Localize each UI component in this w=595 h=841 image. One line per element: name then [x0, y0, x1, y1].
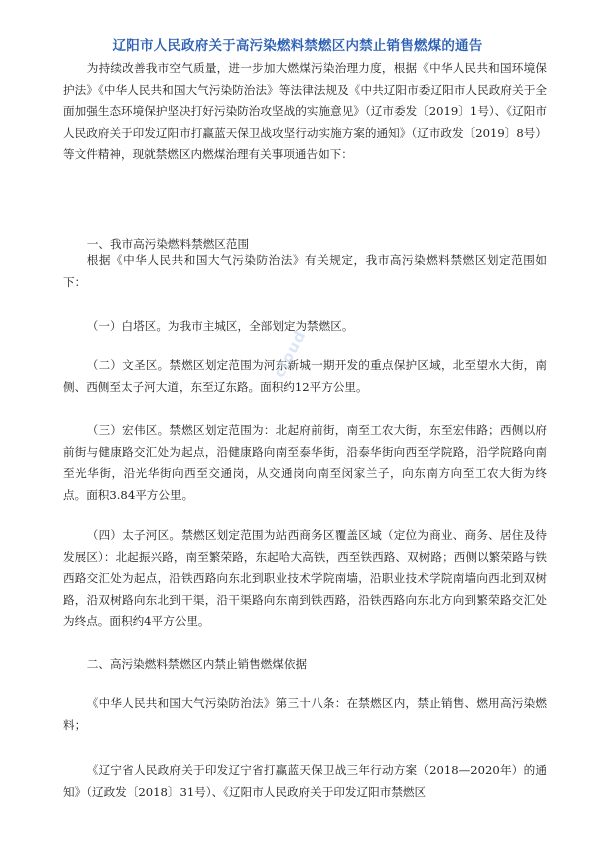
area-baita-paragraph: （一）白塔区。为我市主城区，全部划定为禁燃区。 [86, 319, 354, 333]
document-title: 辽阳市人民政府关于高污染燃料禁燃区内禁止销售燃煤的通告 [112, 38, 483, 54]
area-taizihe-paragraph: （四）太子河区。禁燃区划定范围为站西商务区覆盖区域（定位为商业、商务、居住及待发展区）：北起振兴路，南至繁荣路，东起哈大高铁，西至铁西路、双树路；西侧以繁荣路与铁西路交汇处为起点，沿铁西路向东北到职业技术学院南墙，沿职业技术学院南墙向西北到双树路，沿双树路向东北到干渠，沿干渠路向东南到铁西路，沿铁西路向东北方向到繁荣路交汇处为终点。面积约4平方公里。 [63, 528, 547, 628]
section-heading-1: 一、我市高污染燃料禁燃区范围 [86, 237, 250, 251]
watermark: cloud [270, 327, 310, 381]
basis-notice-paragraph: 《辽宁省人民政府关于印发辽宁省打赢蓝天保卫战三年行动方案（2018—2020年）的通知》（辽政发〔2018〕31号）、《辽阳市人民政府关于印发辽阳市禁燃区 [63, 763, 547, 799]
section-heading-2: 二、高污染燃料禁燃区内禁止销售燃煤依据 [86, 657, 308, 671]
section1-intro-paragraph: 根据《中华人民共和国大气污染防治法》有关规定，我市高污染燃料禁燃区划定范围如下： [63, 253, 547, 289]
area-hongwei-paragraph: （三）宏伟区。禁燃区划定范围为：北起府前街，南至工农大街，东至宏伟路；西侧以府前街与健康路交汇处为起点，沿健康路向南至泰华街，沿泰华街向西至学院路，沿学院路向南至光华街，沿光华街向西至交通岗，从交通岗向南至闵家兰子，向东南方向至工农大街为终点。面积3.84平方公里。 [63, 423, 547, 502]
basis-law-paragraph: 《中华人民共和国大气污染防治法》第三十八条：在禁燃区内，禁止销售、燃用高污染燃料； [63, 696, 547, 732]
intro-paragraph: 为持续改善我市空气质量，进一步加大燃煤污染治理力度，根据《中华人民共和国环境保护法》《中华人民共和国大气污染防治法》等法律法规及《中共辽阳市委辽阳市人民政府关于全面加强生态环境保护坚决打好污染防治攻坚战的实施意见》（辽市委发〔2019〕1号）、《辽阳市人民政府关于印发辽阳市打赢蓝天保卫战攻坚行动实施方案的通知》（辽市政发〔2019〕8号）等文件精神，现就禁燃区内燃煤治理有关事项通告如下： [63, 61, 547, 161]
area-wensheng-paragraph: （二）文圣区。禁燃区划定范围为河东新城一期开发的重点保护区域，北至望水大街，南侧、西侧至太子河大道，东至辽东路。面积约12平方公里。 [63, 358, 547, 394]
